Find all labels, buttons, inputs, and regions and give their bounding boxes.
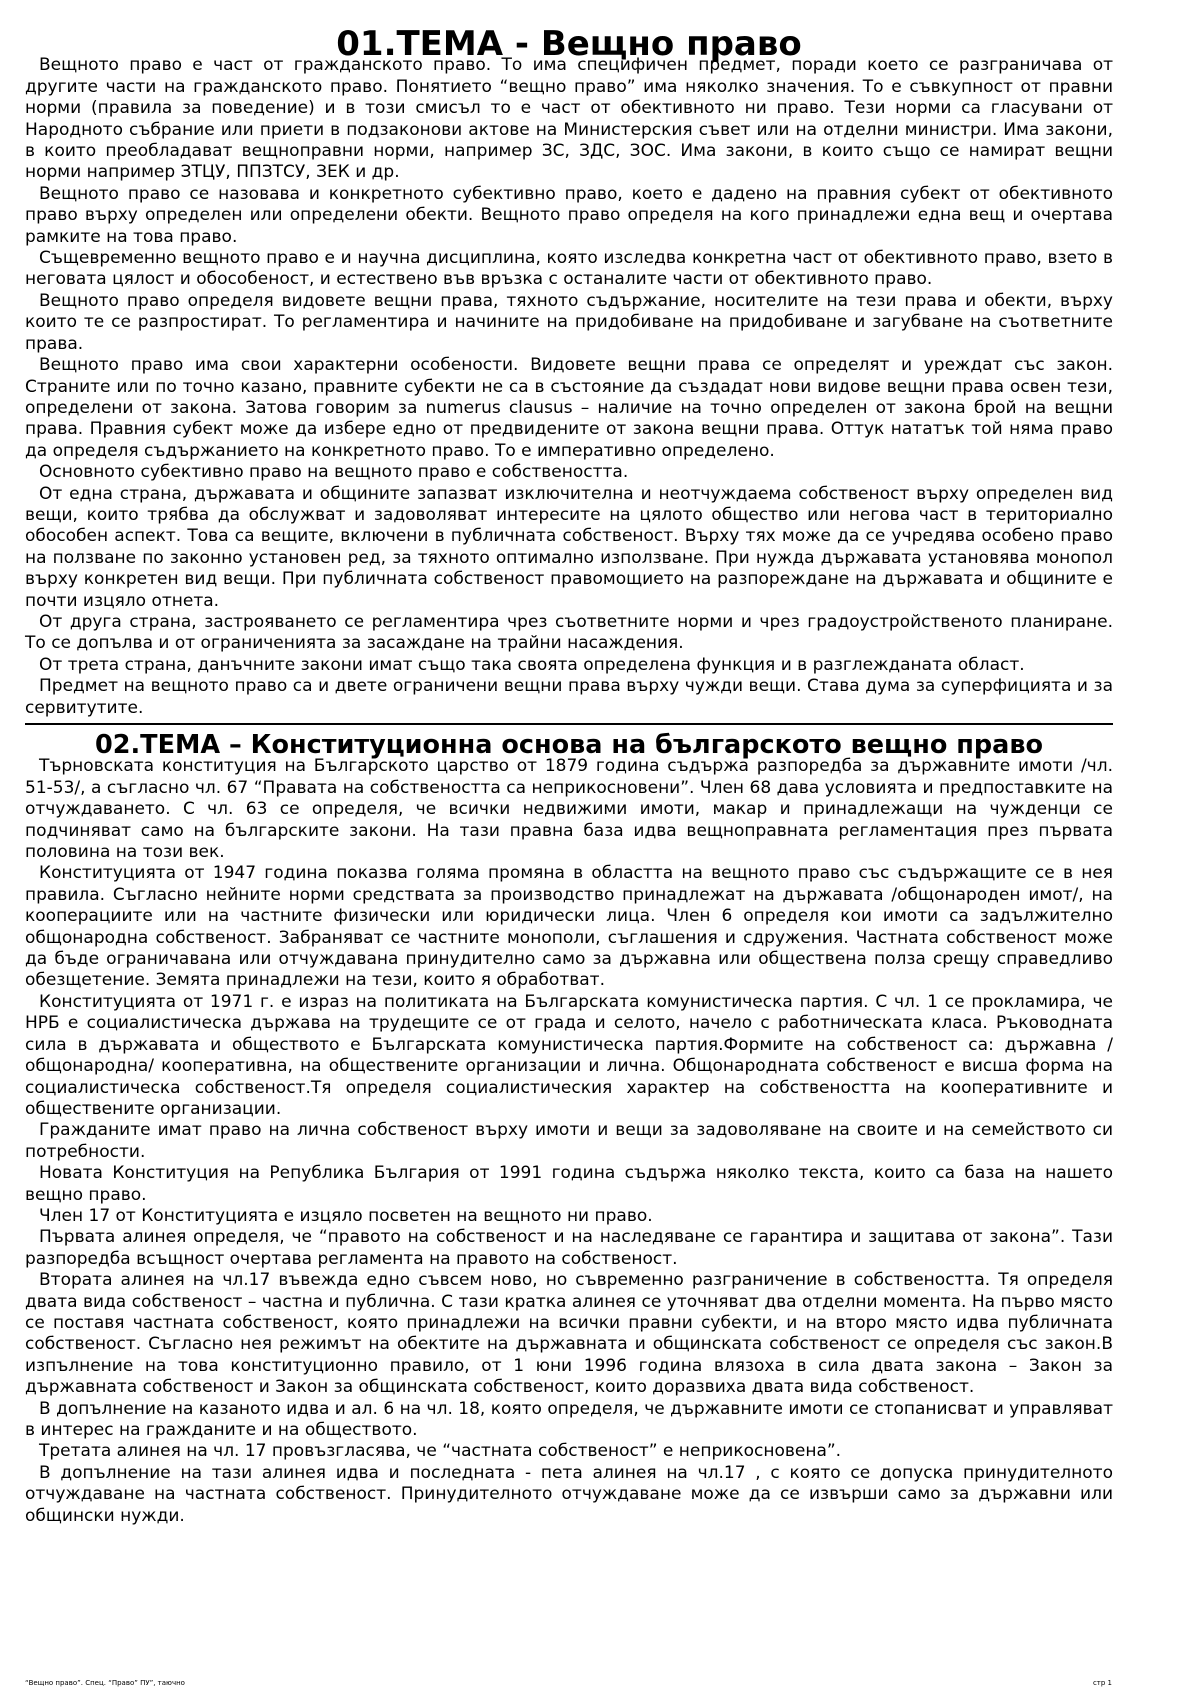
section-2-paragraph: Конституцията от 1971 г. е израз на политиката на Българската комунистическа партия. С чл. 1 се прокламира, че НРБ е социалистическа държава на трудещите се от града и селото, начело с работническата класа. Ръководната сила в държавата и обществото е Българската комунистическа партия.Формите на собственост са: държавна /общонародна/ кооперативна, на обществените организации и лична. Общонародната собственост е висша форма на социалистическа собственост.Тя определя социалистическия характер на собствеността на кооперативните и обществените организации. bbox=[25, 991, 1113, 1119]
section-1-paragraph: Вещното право определя видовете вещни права, тяхното съдържание, носителите на тези права и обекти, върху които те се разпростират. То регламентира и начините на придобиване на придобиване и загубване на съответните права. bbox=[25, 290, 1113, 354]
section-2-title: 02.ТЕМА – Конституционна основа на българското вещно право bbox=[95, 730, 1043, 760]
section-1-paragraph: От друга страна, застрояването се регламентира чрез съответните норми и чрез градоустройственото планиране. То се допълва и от ограниченията за засаждане на трайни насаждения. bbox=[25, 611, 1113, 654]
footer-page-number: стр 1 bbox=[1092, 1679, 1112, 1687]
section-1-paragraph: От една страна, държавата и общините запазват изключителна и неотчуждаема собственост върху определен вид вещи, които трябва да обслужват и задоволяват интересите на цялото общество или негова част в териториално обособен аспект. Това са вещите, включени в публичната собственост. Върху тях може да се учредява особено право на ползване по законно установен ред, за тяхното оптимално използване. При нужда държавата установява монопол върху конкретен вид вещи. При публичната собственост правомощието на разпореждане на държавата и общините е почти изцяло отнета. bbox=[25, 483, 1113, 611]
section-1-paragraph: Вещното право се назовава и конкретното субективно право, което е дадено на правния субект от обективното право върху определен или определени обекти. Вещното право определя на кого принадлежи една вещ и очертава рамките на това право. bbox=[25, 183, 1113, 247]
section-2-paragraph: Първата алинея определя, че “правото на собственост и на наследяване се гарантира и защитава от закона”. Тази разпоредба всъщност очертава регламента на правото на собственост. bbox=[25, 1227, 1113, 1269]
section-2-paragraph: Член 17 от Конституцията е изцяло посветен на вещното ни право. bbox=[39, 1205, 653, 1226]
section-1-paragraph: Предмет на вещното право са и двете ограничени вещни права върху чужди вещи. Става дума за суперфицията и за сервитутите. bbox=[25, 676, 1113, 718]
section-2-paragraph: В допълнение на казаното идва и ал. 6 на чл. 18, която определя, че държавните имоти се стопанисват и управляват в интерес на гражданите и на обществото. bbox=[25, 1398, 1113, 1440]
section-2-paragraph: Втората алинея на чл.17 въвежда едно съвсем ново, но съвременно разграничение в собствеността. Тя определя двата вида собственост – частна и публична. С тази кратка алинея се уточняват два отделни момента. На първо място се поставя частната собственост, която принадлежи на всички правни субекти, и на второ място идва публичната собственост. Съгласно нея режимът на обектите на държавната и общинската собственост се определя със закон.В изпълнение на това конституционно правило, от 1 юни 1996 година влязоха в сила двата закона – Закон за държавната собственост и Закон за общинската собственост, които доразвиха двата вида собственост. bbox=[25, 1270, 1113, 1398]
section-1-paragraph: От трета страна, данъчните закони имат също така своята определена функция и в разглежданата област. bbox=[39, 654, 1025, 675]
section-2-paragraph: Търновската конституция на Българското царство от 1879 година съдържа разпоредба за държавните имоти /чл. 51-53/, а съгласно чл. 67 “Правата на собствеността са неприкосновени”. Член 68 дава условията и предпоставките на отчуждаването. С чл. 63 се определя, че всички недвижими имоти, макар и принадлежащи на чужденци се подчиняват само на българските закони. На тази правна база идва вещноправната регламентация през първата половина на този век. bbox=[25, 756, 1113, 863]
section-1-paragraph: Вещното право има свои характерни особености. Видовете вещни права се определят и уреждат със закон. Страните или по точно казано, правните субекти не са в състояние да създадат нови видове вещни права освен тези, определени от закона. Затова говорим за numerus clausus – наличие на точно определен от закона брой на вещни права. Правния субект може да избере едно от предвидените от закона вещни права. Оттук нататък той няма право да определя съдържанието на конкретното право. То е императивно определено. bbox=[25, 355, 1113, 461]
section-2-paragraph: Конституцията от 1947 година показва голяма промяна в областта на вещното право със съдържащите се в нея правила. Съгласно нейните норми средствата за производство принадлежат на държавата /общонароден имот/, на кооперациите или на частните физически или юридически лица. Член 6 определя кои имоти са задължително общонародна собственост. Забраняват се частните монополи, съглашения и сдружения. Частната собственост може да бъде ограничавана или отчуждавана принудително само за държавна или обществена полза срещу справедливо обезщетение. Земята принадлежи на тези, които я обработват. bbox=[25, 863, 1113, 991]
section-1-paragraph: Същевременно вещното право е и научна дисциплина, която изследва конкретна част от обективното право, взето в неговата цялост и обособеност, и естествено във връзка с останалите части от обективното право. bbox=[25, 248, 1113, 290]
footer-source-note: “Вещно право”. Спец. “Право” ПУ”, таючно bbox=[25, 1679, 185, 1687]
document-page bbox=[25, 24, 1113, 1527]
section-2-paragraph: Гражданите имат право на лична собственост върху имоти и вещи за задоволяване на своите и на семейството си потребности. bbox=[25, 1120, 1113, 1162]
section-2-paragraph: Третата алинея на чл. 17 провъзгласява, че “частната собственост” е неприкосновена”. bbox=[39, 1441, 842, 1462]
section-1-paragraph: Основното субективно право на вещното право е собствеността. bbox=[39, 462, 629, 483]
section-1-paragraph: Вещното право е част от гражданското право. То има специфичен предмет, поради което се разграничава от другите части на гражданското право. Понятието “вещно право” има няколко значения. То е съвкупност от правни норми (правила за поведение) и в този смисъл то е част от обективното ни право. Тези норми са гласувани от Народното събрание или приети в подзаконови актове на Министерския съвет или на отделни министри. Има закони, в които преобладават вещноправни норми, например ЗС, ЗДС, ЗОС. Има закони, в които също се намират вещни норми например ЗТЦУ, ППЗТСУ, ЗЕК и др. bbox=[25, 55, 1113, 183]
section-divider bbox=[25, 723, 1113, 725]
section-2-paragraph: В допълнение на тази алинея идва и последната - пета алинея на чл.17 , с която се допуска принудителното отчуждаване на частната собственост. Принудителното отчуждаване може да се извърши само за държавни или общински нужди. bbox=[25, 1462, 1113, 1526]
section-1-title: 01.ТЕМА - Вещно право bbox=[336, 24, 802, 64]
section-2-paragraph: Новата Конституция на Република България от 1991 година съдържа няколко текста, които са база на нашето вещно право. bbox=[25, 1163, 1113, 1205]
